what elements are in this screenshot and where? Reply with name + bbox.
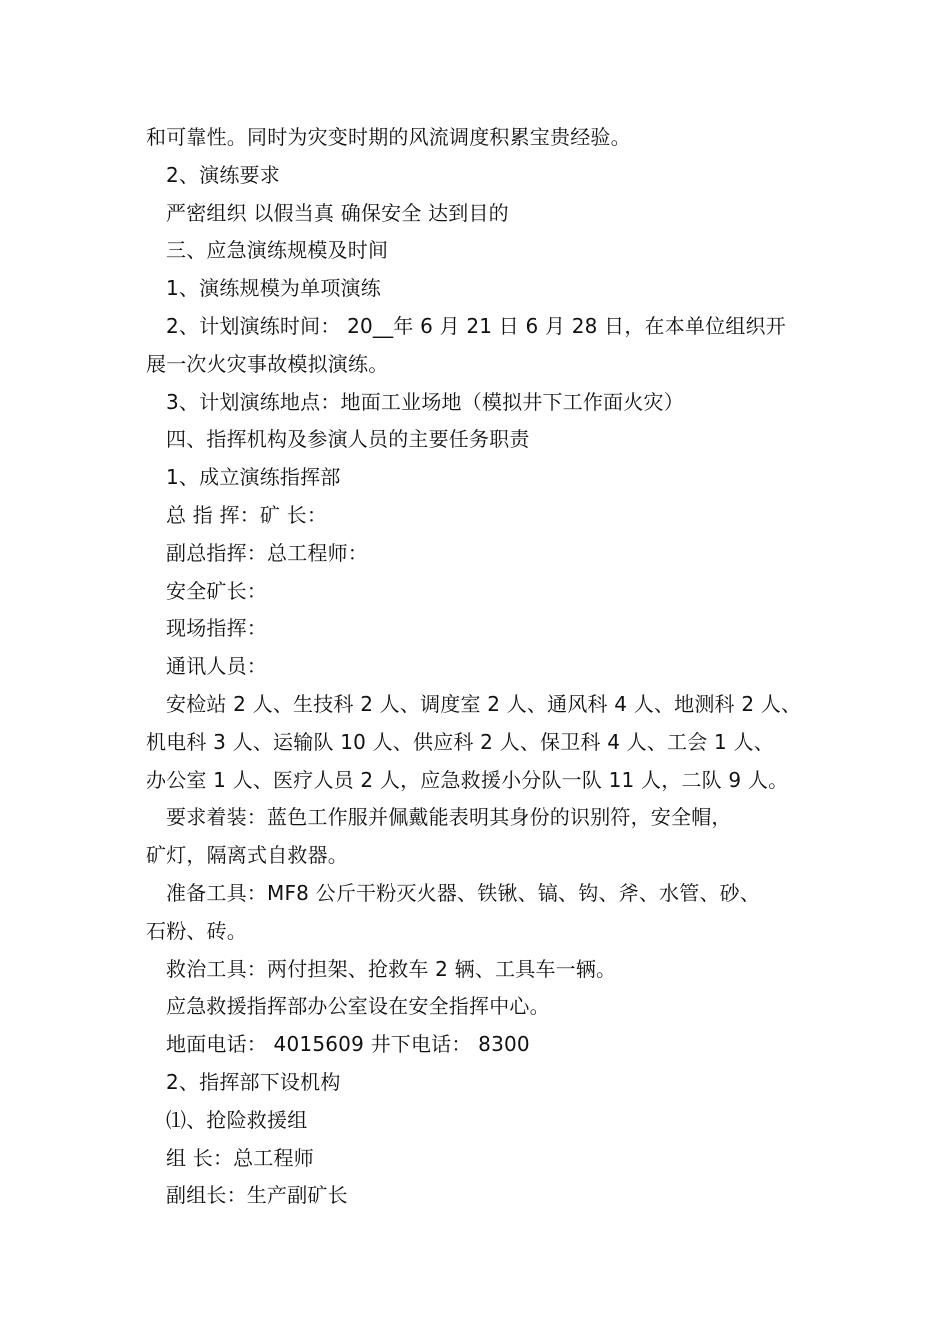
text-line: ⑴、抢险救援组 bbox=[166, 1107, 308, 1132]
text-line: 副组长：生产副矿长 bbox=[166, 1183, 348, 1208]
text-line: 通讯人员： bbox=[166, 654, 267, 679]
text-line: 机电科 3 人、运输队 10 人、供应科 2 人、保卫科 4 人、工会 1 人、 bbox=[146, 729, 774, 754]
text-line: 2、计划演练时间： 20__年 6 月 21 日 6 月 28 日，在本单位组织开 bbox=[166, 313, 786, 338]
text-line: 现场指挥： bbox=[166, 616, 267, 641]
text-line: 石粉、砖。 bbox=[146, 918, 247, 943]
text-line: 1、演练规模为单项演练 bbox=[166, 276, 381, 301]
text-line: 展一次火灾事故模拟演练。 bbox=[146, 351, 389, 376]
text-line: 安全矿长： bbox=[166, 578, 267, 603]
text-line: 应急救援指挥部办公室设在安全指挥中心。 bbox=[166, 994, 550, 1019]
text-line: 副总指挥：总工程师： bbox=[166, 540, 368, 565]
text-line: 严密组织 以假当真 确保安全 达到目的 bbox=[166, 200, 509, 225]
text-line: 组 长：总工程师 bbox=[166, 1145, 314, 1170]
text-line: 2、指挥部下设机构 bbox=[166, 1069, 341, 1094]
text-line: 和可靠性。同时为灾变时期的风流调度积累宝贵经验。 bbox=[146, 125, 631, 149]
text-line: 总 指 挥：矿 长： bbox=[166, 502, 328, 527]
text-line: 3、计划演练地点：地面工业场地（模拟井下工作面火灾） bbox=[166, 389, 684, 414]
text-line: 安检站 2 人、生技科 2 人、调度室 2 人、通风科 4 人、地测科 2 人、 bbox=[166, 691, 802, 716]
text-line: 四、指挥机构及参演人员的主要任务职责 bbox=[166, 427, 530, 452]
text-line: 地面电话： 4015609 井下电话： 8300 bbox=[166, 1032, 530, 1057]
text-line: 三、应急演练规模及时间 bbox=[166, 238, 389, 263]
text-line: 准备工具：MF8 公斤干粉灭火器、铁锹、镐、钩、斧、水管、砂、 bbox=[166, 880, 761, 905]
text-line: 1、成立演练指挥部 bbox=[166, 465, 341, 490]
text-line: 办公室 1 人、医疗人员 2 人，应急救援小分队一队 11 人，二队 9 人。 bbox=[146, 767, 789, 792]
text-line: 要求着装：蓝色工作服并佩戴能表明其身份的识别符，安全帽， bbox=[166, 805, 732, 830]
document-body bbox=[146, 119, 836, 1215]
text-line: 矿灯，隔离式自救器。 bbox=[146, 843, 348, 868]
text-line: 救治工具：两付担架、抢救车 2 辆、工具车一辆。 bbox=[166, 956, 617, 981]
text-line: 2、演练要求 bbox=[166, 162, 280, 187]
